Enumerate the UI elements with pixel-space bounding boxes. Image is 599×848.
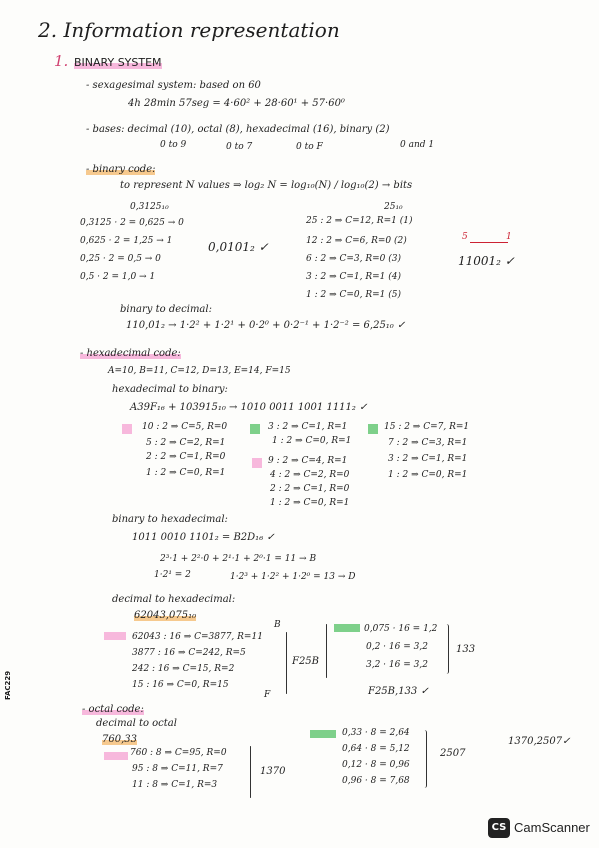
dec-to-oct-label: decimal to octal — [96, 718, 177, 729]
octal-code-label: - octal code: — [82, 704, 144, 715]
list-item: 11 : 8 ⇒ C=1, R=3 — [132, 780, 218, 790]
list-item: 1 : 2 ⇒ C=0, R=1 (5) — [306, 290, 401, 300]
dec-to-hex-result: F25B,133 ✓ — [368, 686, 429, 697]
dec-to-hex-value: 62043,075₁₀ — [134, 610, 197, 621]
page-title: 2. Information representation — [38, 18, 340, 42]
list-item: 10 : 2 ⇒ C=5, R=0 — [142, 422, 228, 432]
list-item: 0,12 · 8 = 0,96 — [342, 760, 410, 770]
bases-decimal: 0 to 9 — [160, 140, 187, 150]
hex-to-bin-expr: A39F₁₆ + 103915₁₀ → 1010 0011 1001 1111₂ ✓ — [130, 402, 368, 413]
section-number: 1. — [54, 52, 69, 70]
brace — [326, 624, 327, 678]
list-item: 62043 : 16 ⇒ C=3877, R=11 — [132, 632, 263, 642]
list-item: 4 : 2 ⇒ C=2, R=0 — [270, 470, 350, 480]
dec-to-hex-int: F25B — [292, 656, 320, 667]
list-item: 242 : 16 ⇒ C=15, R=2 — [132, 664, 235, 674]
pink-marker — [122, 424, 132, 434]
hex-code-label: - hexadecimal code: — [80, 348, 181, 359]
list-item: 0,3125 · 2 = 0,625 → 0 — [80, 218, 184, 228]
list-item: 7 : 2 ⇒ C=3, R=1 — [388, 438, 468, 448]
hex-to-bin-label: hexadecimal to binary: — [112, 384, 228, 395]
bin-to-hex-line2: 1·2¹ = 2 — [154, 570, 191, 580]
list-item: 5 : 2 ⇒ C=2, R=1 — [146, 438, 226, 448]
pink-marker — [104, 752, 128, 760]
camscanner-watermark: CamScanner — [514, 820, 590, 835]
side-code: FAC229 — [4, 670, 12, 700]
camscanner-logo-icon: CS — [488, 818, 510, 838]
bin-to-dec-expr: 110,01₂ → 1·2² + 1·2¹ + 0·2⁰ + 0·2⁻¹ + 1·2⁻² = 6,25₁₀ ✓ — [126, 320, 406, 331]
list-item: 3,2 · 16 = 3,2 — [366, 660, 428, 670]
list-item: 12 : 2 ⇒ C=6, R=0 (2) — [306, 236, 407, 246]
list-item: 1 : 2 ⇒ C=0, R=1 — [270, 498, 350, 508]
pink-marker — [252, 458, 262, 468]
list-item: 2 : 2 ⇒ C=1, R=0 — [146, 452, 226, 462]
list-item: 1 : 2 ⇒ C=0, R=1 — [272, 436, 352, 446]
list-item: 760 : 8 ⇒ C=95, R=0 — [130, 748, 227, 758]
list-item: 15 : 2 ⇒ C=7, R=1 — [384, 422, 470, 432]
list-item: 95 : 8 ⇒ C=11, R=7 — [132, 764, 223, 774]
brace — [422, 730, 427, 788]
list-item: 3 : 2 ⇒ C=1, R=1 — [268, 422, 348, 432]
list-item: 3 : 2 ⇒ C=1, R=1 — [388, 454, 468, 464]
integer-title: 25₁₀ — [384, 202, 403, 212]
list-item: 0,25 · 2 = 0,5 → 0 — [80, 254, 161, 264]
arrow-label-right: 1 — [506, 232, 512, 242]
bin-to-hex-line3: 1·2³ + 1·2² + 1·2⁰ = 13 → D — [230, 572, 356, 582]
dec-to-hex-frac-result: 133 — [456, 644, 476, 655]
list-item: 1 : 2 ⇒ C=0, R=1 — [388, 470, 468, 480]
list-item: 15 : 16 ⇒ C=0, R=15 — [132, 680, 229, 690]
list-item: 0,96 · 8 = 7,68 — [342, 776, 410, 786]
pink-marker — [104, 632, 126, 640]
list-item: 0,33 · 8 = 2,64 — [342, 728, 410, 738]
green-marker — [250, 424, 260, 434]
bases-octal: 0 to 7 — [226, 142, 253, 152]
list-item: 0,2 · 16 = 3,2 — [366, 642, 428, 652]
brace — [444, 624, 449, 674]
octal-int-result: 1370 — [260, 766, 286, 777]
list-item: 1 : 2 ⇒ C=0, R=1 — [146, 468, 226, 478]
list-item: 9 : 2 ⇒ C=4, R=1 — [268, 456, 348, 466]
green-marker — [310, 730, 336, 738]
bases-label: - bases: decimal (10), octal (8), hexadecimal (16), binary (2) — [86, 124, 390, 135]
list-item: 3877 : 16 ⇒ C=242, R=5 — [132, 648, 246, 658]
dec-to-hex-f: F — [264, 690, 271, 700]
dec-to-hex-label: decimal to hexadecimal: — [112, 594, 236, 605]
bin-to-dec-label: binary to decimal: — [120, 304, 212, 315]
list-item: 6 : 2 ⇒ C=3, R=0 (3) — [306, 254, 401, 264]
bin-to-hex-line1: 2³·1 + 2²·0 + 2¹·1 + 2⁰·1 = 11 → B — [160, 554, 317, 564]
green-marker — [368, 424, 378, 434]
integer-result: 11001₂ ✓ — [458, 254, 515, 268]
brace — [286, 632, 287, 694]
list-item: 0,075 · 16 = 1,2 — [364, 624, 438, 634]
binary-code-label: - binary code: — [86, 164, 156, 175]
bases-hex: 0 to F — [296, 142, 323, 152]
octal-result: 1370,2507✓ — [508, 736, 571, 747]
dec-to-hex-b: B — [274, 620, 281, 630]
bin-to-hex-expr: 1011 0010 1101₂ = B2D₁₆ ✓ — [132, 532, 275, 543]
list-item: 2 : 2 ⇒ C=1, R=0 — [270, 484, 350, 494]
octal-value: 760,33 — [102, 734, 137, 745]
list-item: 25 : 2 ⇒ C=12, R=1 (1) — [306, 216, 413, 226]
bases-binary: 0 and 1 — [400, 140, 435, 150]
fraction-title: 0,3125₁₀ — [130, 202, 169, 212]
octal-frac-result: 2507 — [440, 748, 466, 759]
red-arrow — [470, 242, 508, 243]
green-marker — [334, 624, 360, 632]
arrow-label-left: 5 — [462, 232, 468, 242]
list-item: 0,64 · 8 = 5,12 — [342, 744, 410, 754]
bin-to-hex-label: binary to hexadecimal: — [112, 514, 228, 525]
list-item: 3 : 2 ⇒ C=1, R=1 (4) — [306, 272, 401, 282]
brace — [250, 746, 251, 798]
bits-formula: to represent N values ⇒ log₂ N = log₁₀(N) / log₁₀(2) → bits — [120, 180, 413, 191]
list-item: 0,5 · 2 = 1,0 → 1 — [80, 272, 156, 282]
list-item: 0,625 · 2 = 1,25 → 1 — [80, 236, 173, 246]
sexagesimal-example: 4h 28min 57seg = 4·60² + 28·60¹ + 57·60⁰ — [128, 98, 345, 109]
hex-values: A=10, B=11, C=12, D=13, E=14, F=15 — [108, 366, 291, 376]
section-heading: BINARY SYSTEM — [74, 56, 162, 69]
sexagesimal-label: - sexagesimal system: based on 60 — [86, 80, 261, 91]
fraction-result: 0,0101₂ ✓ — [208, 240, 269, 254]
